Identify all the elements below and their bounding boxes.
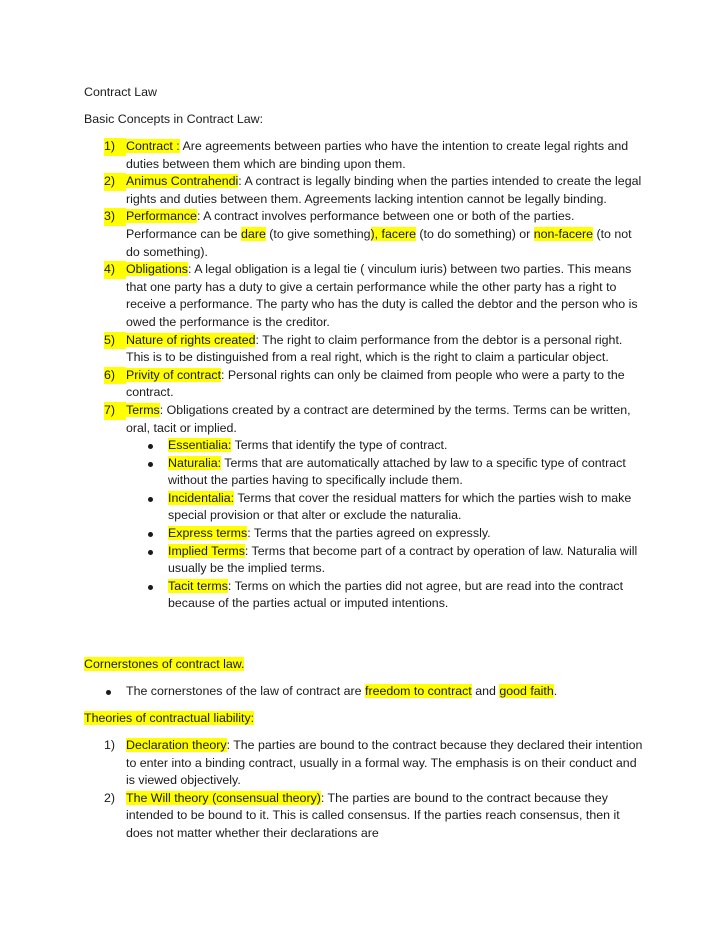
concept-text: (to do something) or: [415, 226, 534, 241]
term-text: : Terms on which the parties did not agree, but are read into the contract because of the parties actual or imputed intentions.: [168, 578, 624, 611]
sublist-item: [126, 525, 644, 543]
term-text: Terms that cover the residual matters for which the parties wish to make special provision or that alter or exclude the naturalia.: [168, 490, 632, 523]
list-item: [84, 790, 644, 843]
bullet-icon: [148, 532, 153, 537]
item-number: 3): [104, 208, 126, 226]
item-number: 5): [104, 332, 126, 350]
concept-term: Nature of rights created: [126, 332, 256, 347]
highlight-good-faith: good faith: [499, 684, 554, 698]
list-item: [84, 332, 644, 367]
theory-term: Declaration theory: [126, 738, 227, 752]
bullet-icon: [148, 497, 153, 502]
cornerstones-heading-text: Cornerstones of contract law.: [84, 657, 245, 671]
item-number: 2): [104, 790, 116, 805]
bullet-icon: [148, 444, 153, 449]
bullet-icon: [148, 462, 153, 467]
list-item: [84, 402, 644, 613]
concept-term: Obligations: [126, 262, 188, 277]
item-number: 4): [104, 261, 126, 279]
concept-text: : The right to claim performance from the debtor is a personal right. This is to be distinguished from a real right, which is the right to claim a particular object.: [126, 332, 623, 365]
list-item: [84, 367, 644, 402]
cornerstones-text: .: [553, 684, 558, 698]
bullet-icon: [106, 690, 111, 695]
concept-text: (to give something: [265, 226, 371, 241]
theories-heading: [84, 710, 254, 727]
item-number: 1): [104, 138, 126, 156]
concept-text: : Personal rights can only be claimed from people who were a party to the contract.: [126, 367, 625, 400]
concept-text: (to not do something).: [126, 226, 632, 259]
item-number: 7): [104, 402, 126, 420]
list-item: [84, 683, 644, 701]
concept-term: Performance: [126, 209, 197, 224]
term-name: Tacit terms: [168, 578, 228, 593]
cornerstones-text: and: [471, 684, 500, 698]
concept-term: Terms: [126, 402, 160, 417]
concept-text: : A contract involves performance between one or both of the parties. Performance can be: [126, 209, 575, 241]
concepts-list: [84, 138, 644, 613]
bullet-icon: [148, 550, 153, 555]
concept-term: Contract :: [126, 139, 180, 153]
sublist-item: [126, 455, 644, 490]
bullet-icon: [148, 585, 153, 590]
highlight-facere: ), facere: [370, 226, 416, 241]
list-item: [84, 138, 644, 173]
item-number: 1): [104, 738, 116, 752]
section-subtitle: Basic Concepts in Contract Law:: [84, 112, 264, 126]
theories-list: [84, 737, 644, 843]
theory-text: : The parties are bound to the contract because they intended to be bound to it. This is called consensus. If the parties reach consensus, then it does not matter whether their declarations are: [126, 790, 620, 840]
highlight-freedom-to-contract: freedom to contract: [365, 684, 472, 698]
list-item: [84, 261, 644, 331]
theory-term: The Will theory (consensual theory): [126, 790, 321, 805]
sublist-item: [126, 437, 644, 455]
sublist-item: [126, 490, 644, 525]
highlight-non-facere: non-facere: [533, 226, 593, 241]
theory-text: : The parties are bound to the contract because they declared their intention to enter into a binding contract, usually in a formal way. The emphasis is on their conduct and is viewed objectively.: [126, 738, 643, 788]
term-text: : Terms that the parties agreed on expressly.: [247, 526, 491, 541]
term-text: : Terms that become part of a contract by operation of law. Naturalia will usually be the implied terms.: [168, 543, 638, 576]
term-name: Naturalia:: [168, 455, 222, 470]
list-item: [84, 208, 644, 261]
theories-heading-text: Theories of contractual liability:: [84, 711, 255, 725]
sublist-item: [126, 543, 644, 578]
concept-term: Privity of contract: [126, 367, 222, 382]
cornerstones-heading: [84, 656, 244, 673]
list-item: [84, 737, 644, 790]
concept-text: Are agreements between parties who have the intention to create legal rights and duties between them which are binding upon them.: [126, 139, 629, 171]
highlight-dare: dare: [241, 226, 266, 241]
cornerstones-text: The cornerstones of the law of contract are: [126, 684, 365, 698]
item-number: 6): [104, 367, 126, 385]
term-name: Express terms: [168, 526, 248, 541]
page-title: Contract Law: [84, 85, 158, 99]
concept-text: : A legal obligation is a legal tie ( vinculum iuris) between two parties. This means that one party has a duty to give a certain performance while the other party has a right to receive a performance. The party who has the duty is called the debtor and the person who is owed the performance is the creditor.: [126, 262, 638, 329]
list-item: [84, 173, 644, 208]
concept-text: : A contract is legally binding when the parties intended to create the legal rights and duties between them. Agreements lacking intention cannot be legally binding.: [126, 174, 642, 206]
item-number: 2): [104, 173, 126, 191]
concept-text: : Obligations created by a contract are determined by the terms. Terms can be written, oral, tacit or implied.: [126, 402, 631, 435]
terms-sublist: [126, 437, 644, 613]
sublist-item: [126, 578, 644, 613]
concept-term: Animus Contrahendi: [126, 174, 239, 189]
term-name: Incidentalia:: [168, 490, 235, 505]
term-name: Implied Terms: [168, 543, 245, 558]
term-text: Terms that are automatically attached by law to a specific type of contract without the parties having to specifically include them.: [168, 455, 626, 488]
term-name: Essentialia:: [168, 438, 232, 453]
term-text: Terms that identify the type of contract.: [231, 438, 448, 453]
cornerstones-list: [84, 683, 644, 701]
